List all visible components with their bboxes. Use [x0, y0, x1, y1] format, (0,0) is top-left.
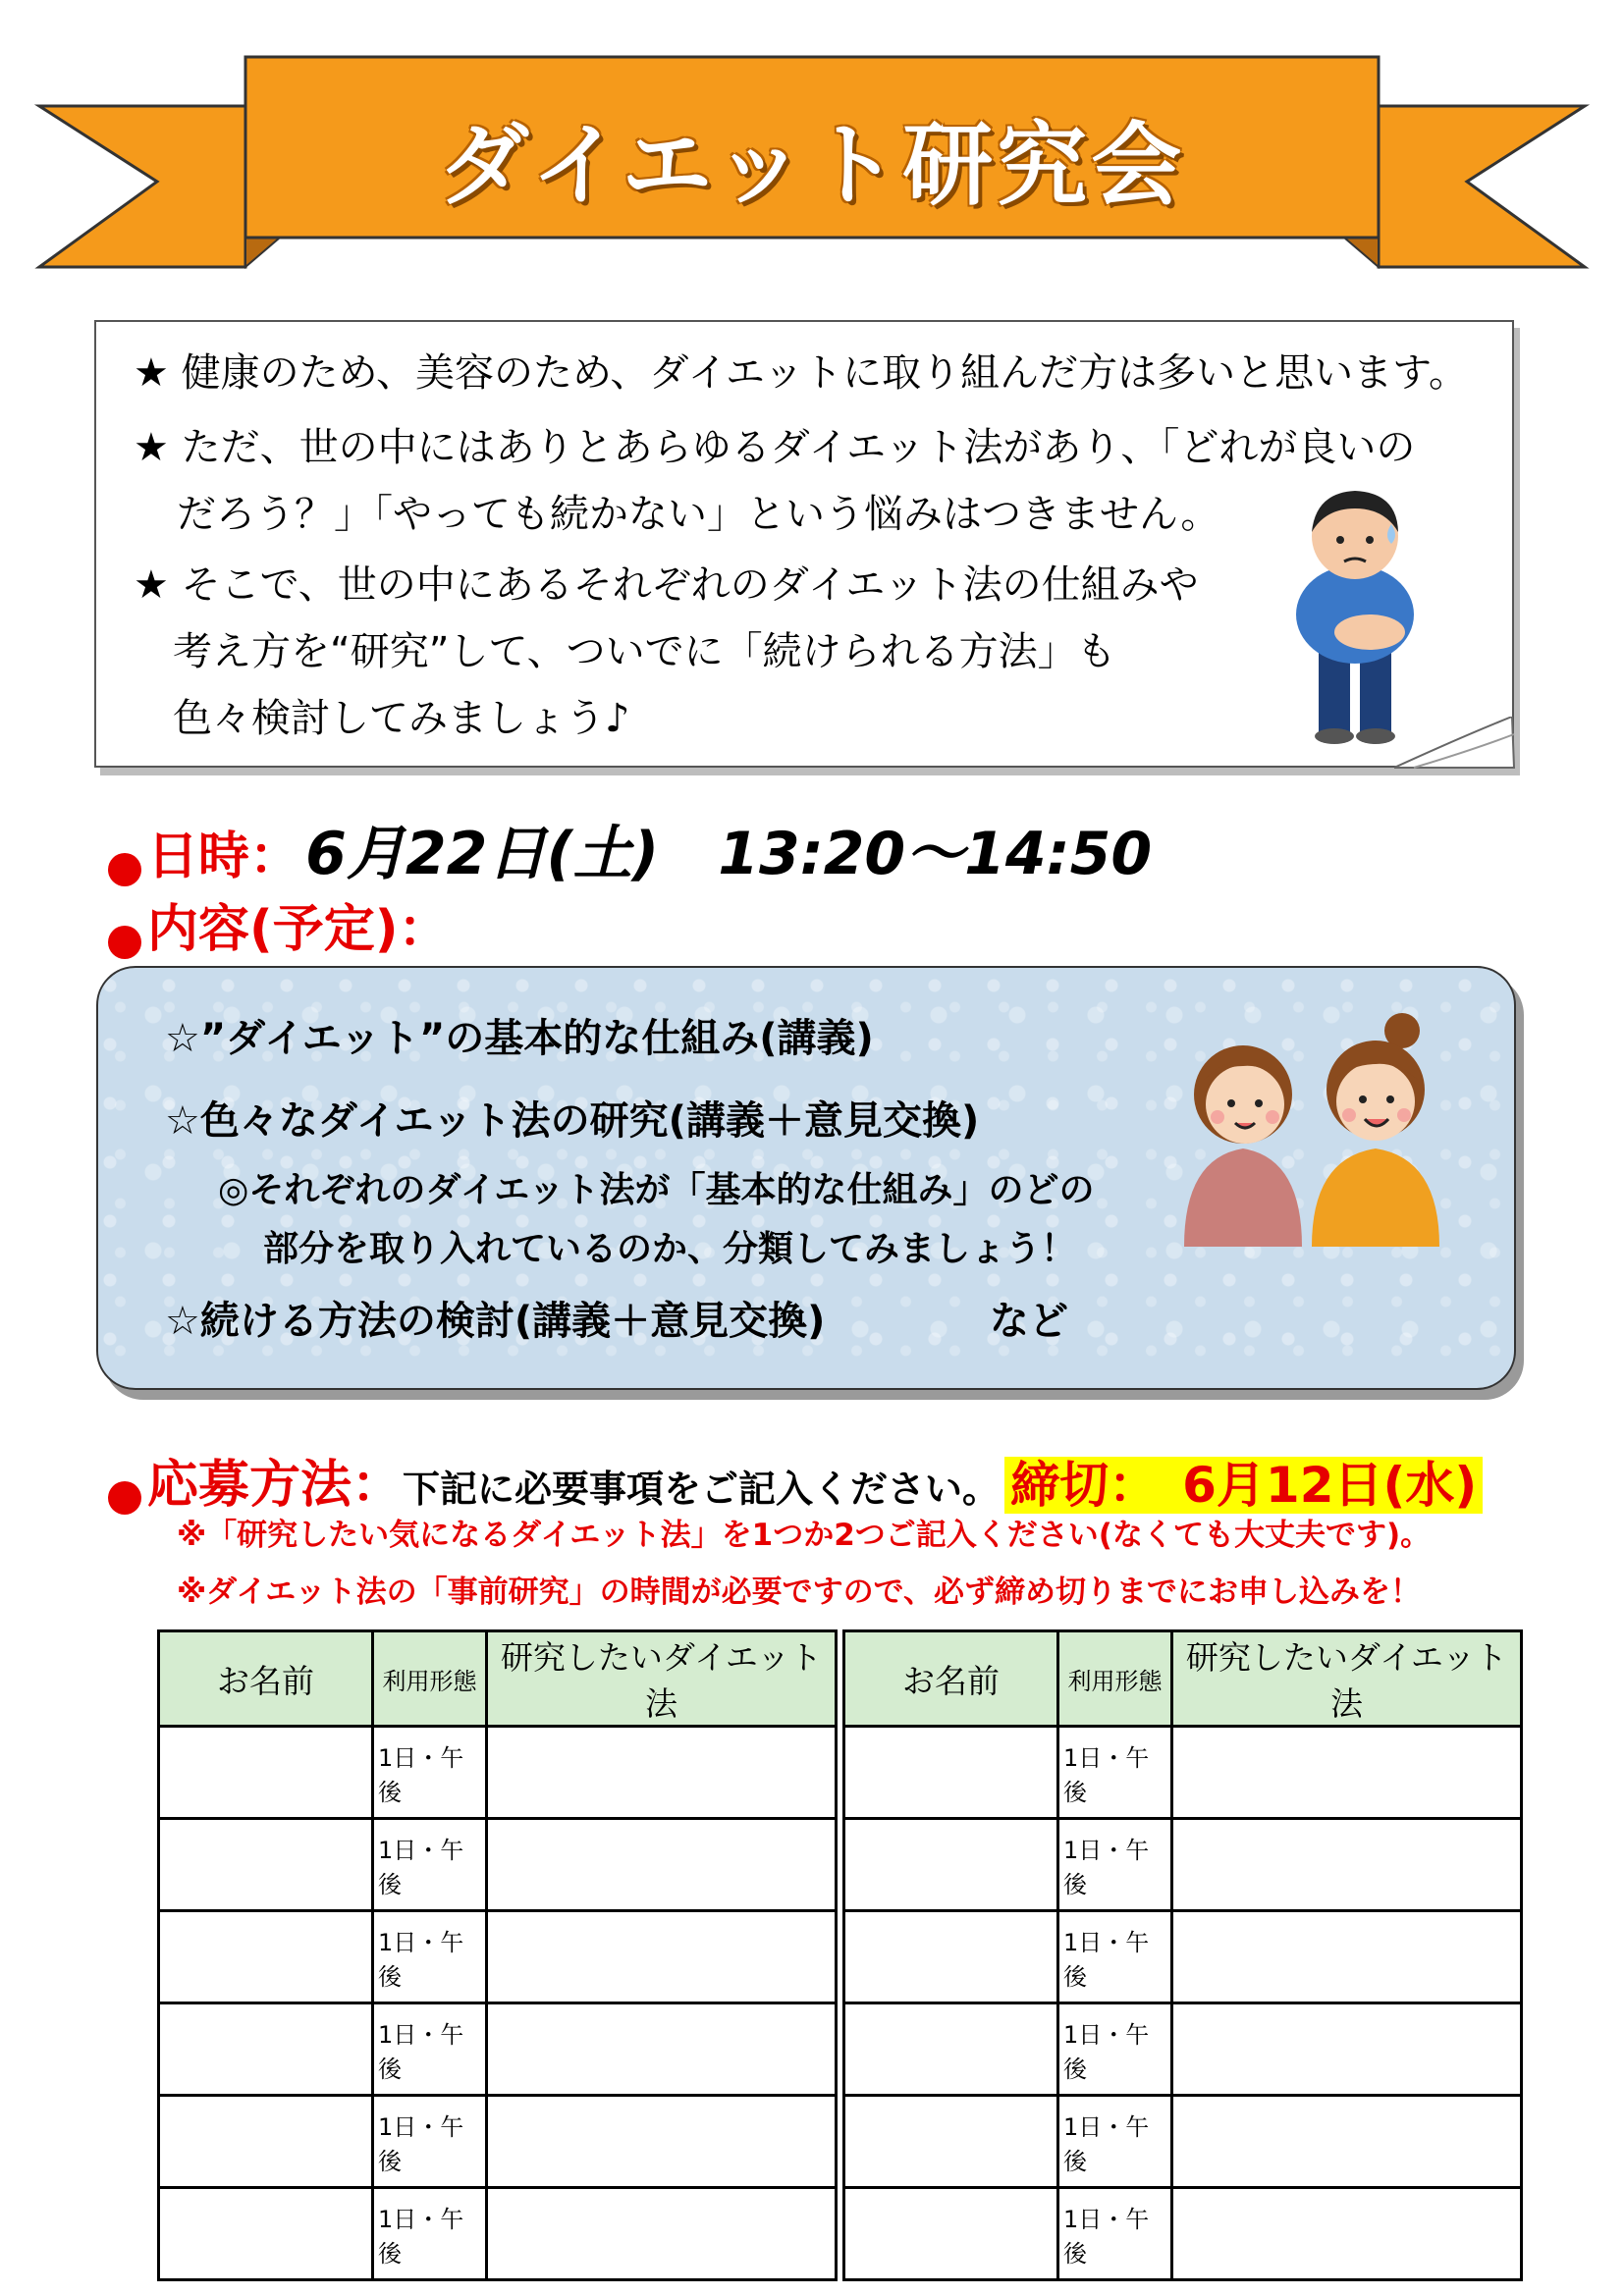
date-line [108, 807, 1152, 891]
name-cell[interactable] [159, 2096, 373, 2188]
use-cell: 1日・午後 [1058, 1911, 1172, 2003]
name-cell[interactable] [844, 2188, 1058, 2280]
intro-line-2: ★ ただ、世の中にはありとあらゆるダイエット法があり、「どれが良いの [134, 425, 1416, 470]
name-cell[interactable] [844, 2003, 1058, 2096]
content-etc: など [990, 1299, 1068, 1344]
use-cell: 1日・午後 [1058, 2003, 1172, 2096]
method-cell[interactable] [1172, 2096, 1522, 2188]
method-cell[interactable] [487, 2188, 837, 2280]
method-cell[interactable] [1172, 1819, 1522, 1911]
application-form-left [157, 1629, 838, 2281]
header-method: 研究したいダイエット法 [1172, 1631, 1522, 1727]
use-cell: 1日・午後 [373, 1727, 487, 1819]
apply-label: 応募方法： [147, 1456, 404, 1515]
content-sub-1: ◎それぞれのダイエット法が「基本的な仕組み」のどの [218, 1170, 1095, 1210]
table-row [844, 1911, 1522, 2003]
use-cell: 1日・午後 [1058, 1819, 1172, 1911]
apply-line [108, 1443, 1483, 1517]
application-form-right [842, 1629, 1523, 2281]
note-2: ※ダイエット法の「事前研究」の時間が必要ですので、必ず締め切りまでにお申し込みを！ [177, 1575, 1422, 1610]
name-cell[interactable] [844, 1727, 1058, 1819]
name-cell[interactable] [844, 1819, 1058, 1911]
apply-text: 下記に必要事項をご記入ください。 [403, 1468, 1001, 1511]
bullet-icon [108, 853, 141, 886]
intro-line-6: 色々検討してみましょう♪ [173, 696, 630, 741]
note-1: ※「研究したい気になるダイエット法」を1つか2つご記入ください(なくても大丈夫です)。 [177, 1518, 1432, 1553]
deadline: 締切： 6月12日(水) [1004, 1457, 1483, 1514]
header-use: 利用形態 [373, 1631, 487, 1727]
name-cell[interactable] [159, 1911, 373, 2003]
content-item-2: ☆色々なダイエット法の研究(講義＋意見交換) [165, 1098, 980, 1144]
method-cell[interactable] [487, 2003, 837, 2096]
method-cell[interactable] [1172, 2003, 1522, 2096]
date-label: 日時： [147, 828, 301, 886]
use-cell: 1日・午後 [373, 1819, 487, 1911]
name-cell[interactable] [844, 2096, 1058, 2188]
table-row [159, 2003, 837, 2096]
intro-line-4: ★ そこで、世の中にあるそれぞれのダイエット法の仕組みや [134, 562, 1199, 608]
table-row [159, 1819, 837, 1911]
header-name: お名前 [159, 1631, 373, 1727]
intro-line-3: だろう？」「やっても続かない」という悩みはつきません。 [177, 492, 1220, 537]
content-sub-2: 部分を取り入れているのか、分類してみましょう！ [263, 1229, 1077, 1269]
intro-line-1: ★ 健康のため、美容のため、ダイエットに取り組んだ方は多いと思います。 [134, 350, 1468, 396]
name-cell[interactable] [844, 1911, 1058, 2003]
page-title: ダイエット研究会 [438, 113, 1186, 218]
table-row [159, 2096, 837, 2188]
header-name: お名前 [844, 1631, 1058, 1727]
method-cell[interactable] [487, 1819, 837, 1911]
content-label: 内容(予定)： [147, 900, 450, 959]
header-method: 研究したいダイエット法 [487, 1631, 837, 1727]
women-illustration [1174, 1001, 1449, 1247]
table-row [844, 1727, 1522, 1819]
table-row [844, 1819, 1522, 1911]
date-value: 6月22日(土) 13:20～14:50 [305, 820, 1153, 888]
use-cell: 1日・午後 [1058, 2188, 1172, 2280]
method-cell[interactable] [1172, 1911, 1522, 2003]
name-cell[interactable] [159, 2188, 373, 2280]
table-row [844, 2003, 1522, 2096]
method-cell[interactable] [487, 1911, 837, 2003]
table-row [159, 2188, 837, 2280]
table-row [844, 2188, 1522, 2280]
use-cell: 1日・午後 [373, 1911, 487, 2003]
name-cell[interactable] [159, 1727, 373, 1819]
bullet-icon [108, 926, 141, 959]
method-cell[interactable] [1172, 2188, 1522, 2280]
bullet-icon [108, 1481, 141, 1515]
use-cell: 1日・午後 [373, 2003, 487, 2096]
header-use: 利用形態 [1058, 1631, 1172, 1727]
content-item-3: ☆続ける方法の検討(講義＋意見交換) [165, 1299, 826, 1344]
name-cell[interactable] [159, 2003, 373, 2096]
use-cell: 1日・午後 [373, 2096, 487, 2188]
intro-line-5: 考え方を“研究”して、ついでに「続けられる方法」も [173, 629, 1116, 674]
table-row [844, 2096, 1522, 2188]
man-illustration [1281, 475, 1429, 745]
use-cell: 1日・午後 [1058, 2096, 1172, 2188]
content-heading [108, 887, 450, 961]
use-cell: 1日・午後 [1058, 1727, 1172, 1819]
method-cell[interactable] [1172, 1727, 1522, 1819]
table-row [159, 1911, 837, 2003]
content-item-1: ☆”ダイエット”の基本的な仕組み(講義) [165, 1016, 874, 1061]
method-cell[interactable] [487, 2096, 837, 2188]
use-cell: 1日・午後 [373, 2188, 487, 2280]
name-cell[interactable] [159, 1819, 373, 1911]
table-row [159, 1727, 837, 1819]
method-cell[interactable] [487, 1727, 837, 1819]
